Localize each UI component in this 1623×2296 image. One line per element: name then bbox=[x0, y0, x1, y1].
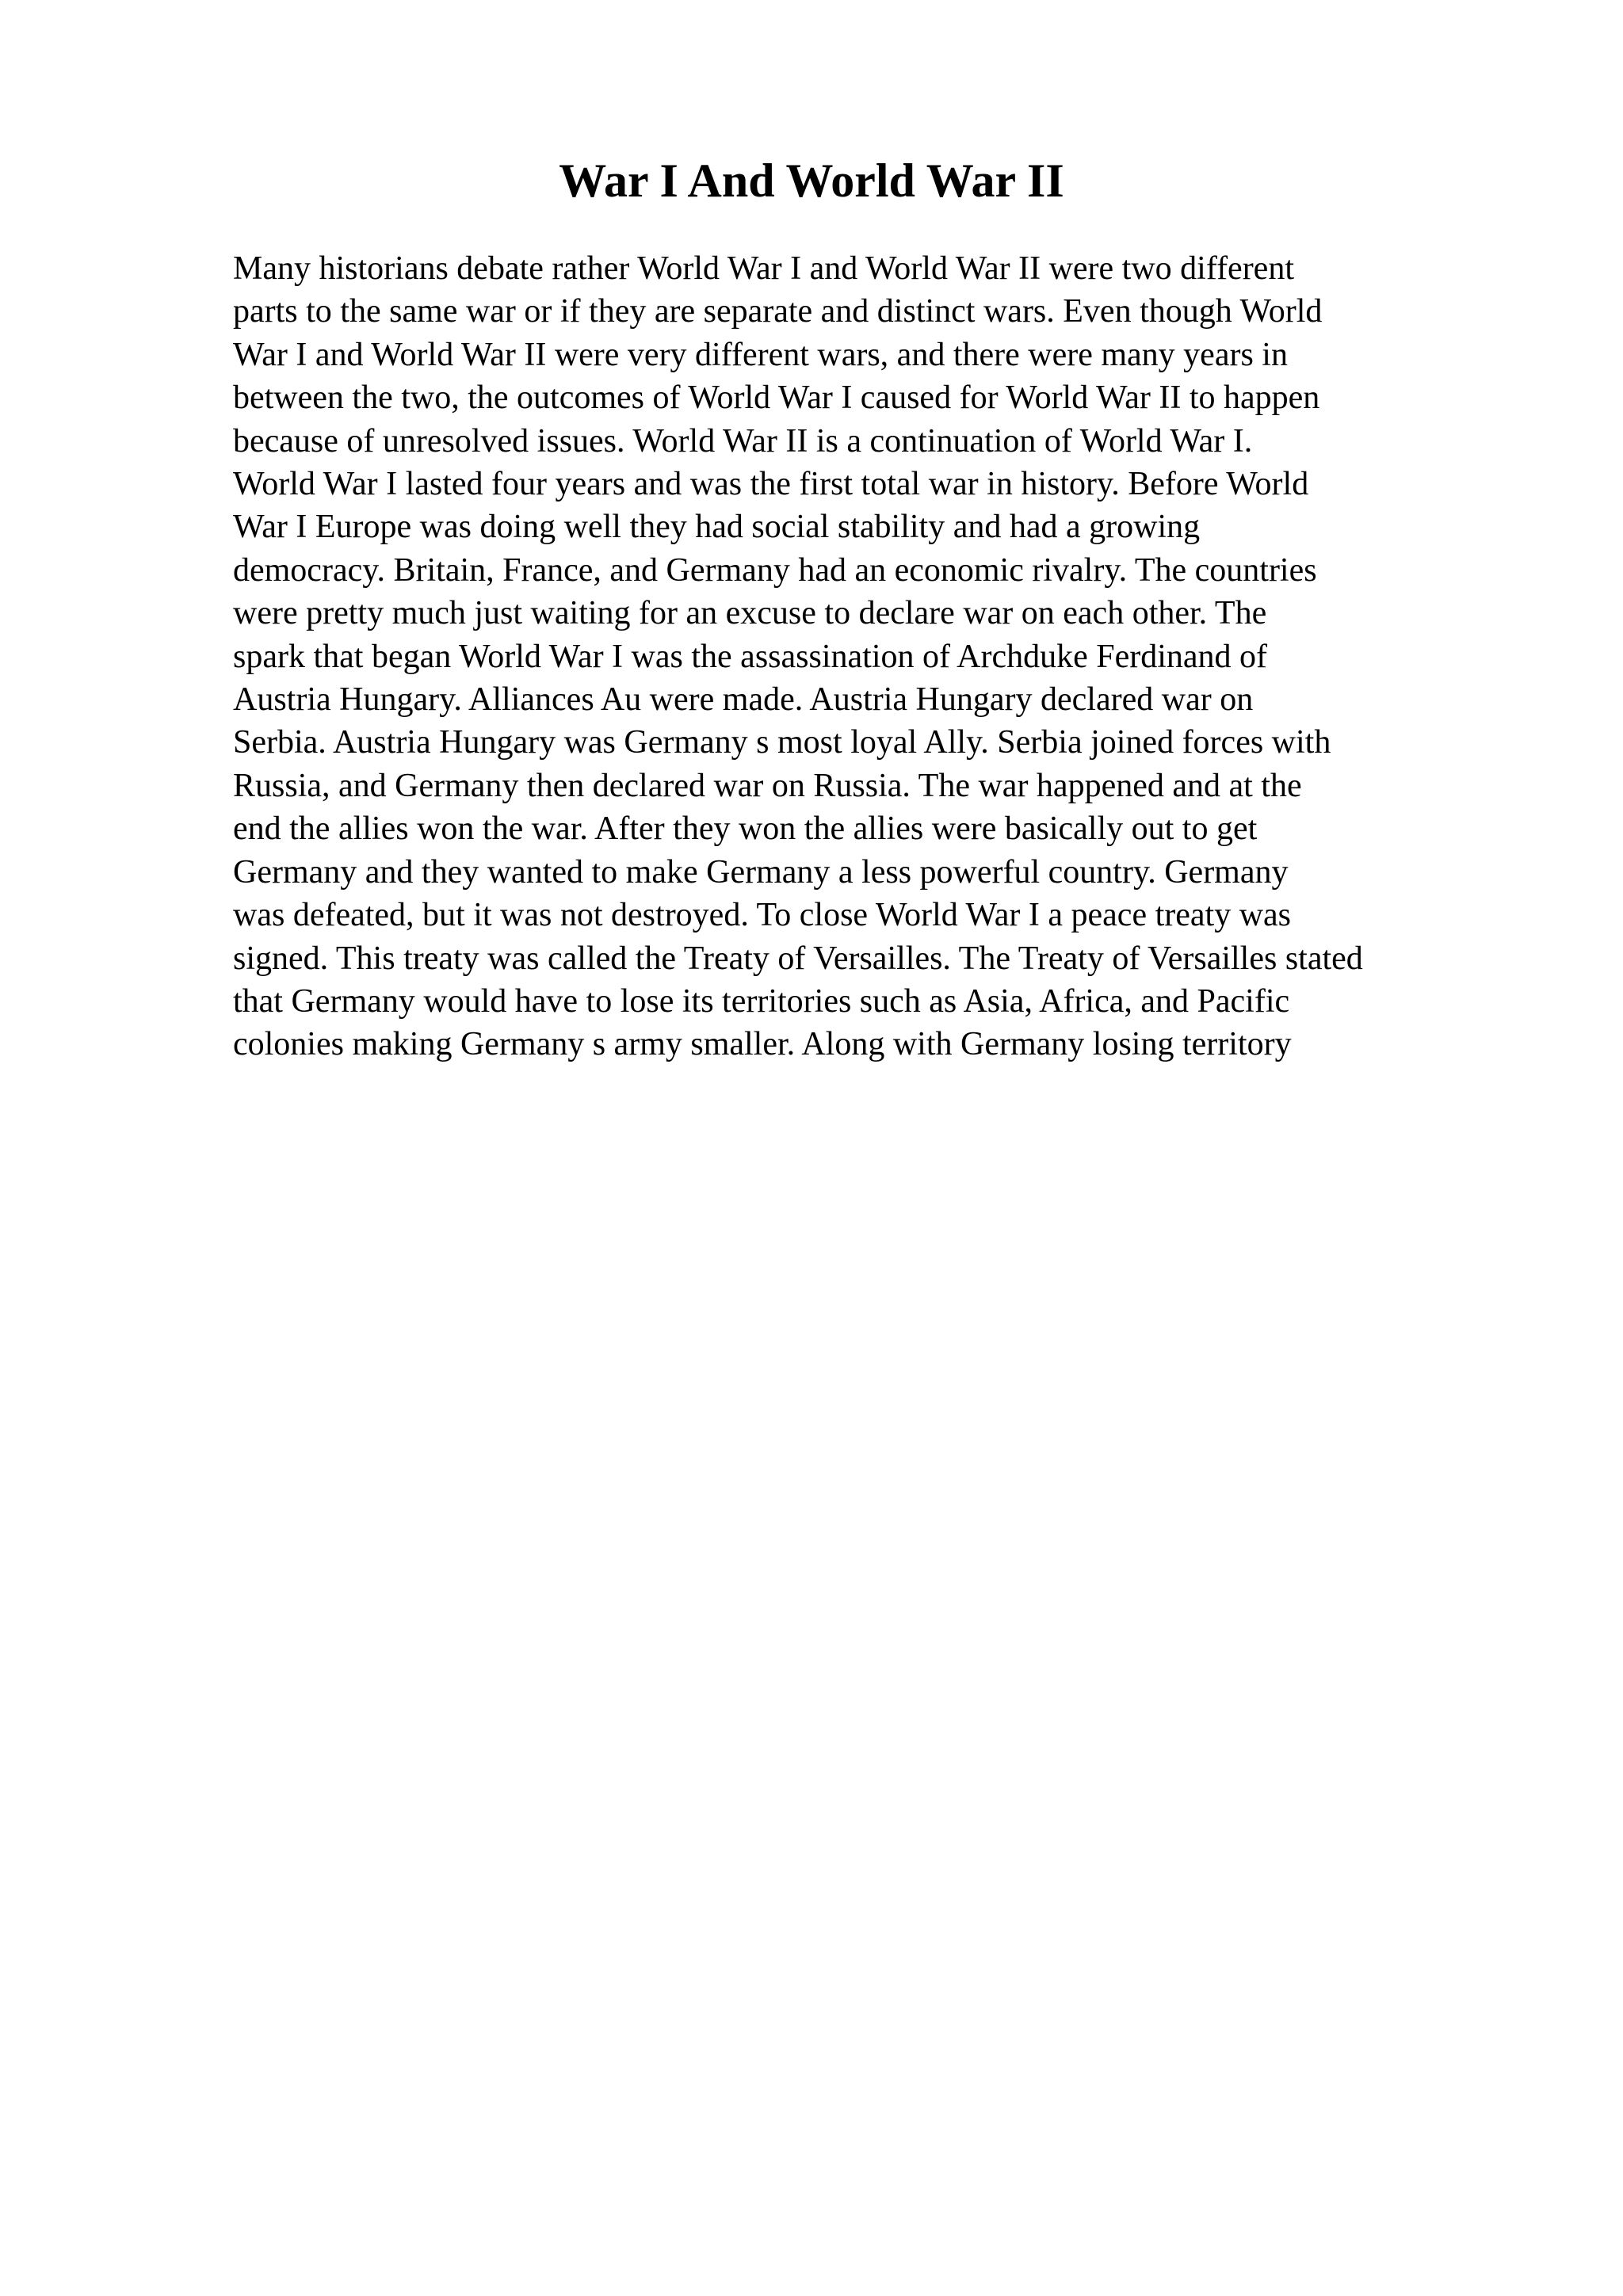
body-line: democracy. Britain, France, and Germany had an economic rivalry. The countries bbox=[233, 551, 1317, 589]
body-line: between the two, the outcomes of World War I caused for World War II to happen bbox=[233, 379, 1320, 417]
body-line: Many historians debate rather World War I and World War II were two different bbox=[233, 250, 1294, 287]
body-line: World War I lasted four years and was the first total war in history. Before World bbox=[233, 466, 1309, 503]
body-line: Serbia. Austria Hungary was Germany s most loyal Ally. Serbia joined forces with bbox=[233, 724, 1331, 761]
body-line: colonies making Germany s army smaller. Along with Germany losing territory bbox=[233, 1026, 1292, 1063]
body-line: end the allies won the war. After they won the allies were basically out to get bbox=[233, 810, 1258, 848]
body-line: because of unresolved issues. World War II is a continuation of World War I. bbox=[233, 422, 1253, 460]
body-line: Austria Hungary. Alliances Au were made. Austria Hungary declared war on bbox=[233, 681, 1254, 719]
body-line: that Germany would have to lose its territories such as Asia, Africa, and Pacific bbox=[233, 982, 1290, 1020]
body-line: parts to the same war or if they are separate and distinct wars. Even though World bbox=[233, 293, 1323, 330]
body-line: Germany and they wanted to make Germany a less powerful country. Germany bbox=[233, 853, 1289, 891]
body-line: War I Europe was doing well they had social stability and had a growing bbox=[233, 509, 1201, 546]
body-line: were pretty much just waiting for an excuse to declare war on each other. The bbox=[233, 595, 1267, 632]
body-line: spark that began World War I was the assassination of Archduke Ferdinand of bbox=[233, 638, 1268, 675]
body-line: was defeated, but it was not destroyed. To close World War I a peace treaty was bbox=[233, 897, 1292, 934]
body-line: Russia, and Germany then declared war on Russia. The war happened and at the bbox=[233, 767, 1302, 804]
document-title: War I And World War II bbox=[559, 154, 1064, 207]
document-body bbox=[233, 247, 1596, 1066]
body-line: War I and World War II were very different wars, and there were many years in bbox=[233, 336, 1288, 373]
body-line: signed. This treaty was called the Treaty of Versailles. The Treaty of Versailles stated bbox=[233, 940, 1363, 977]
